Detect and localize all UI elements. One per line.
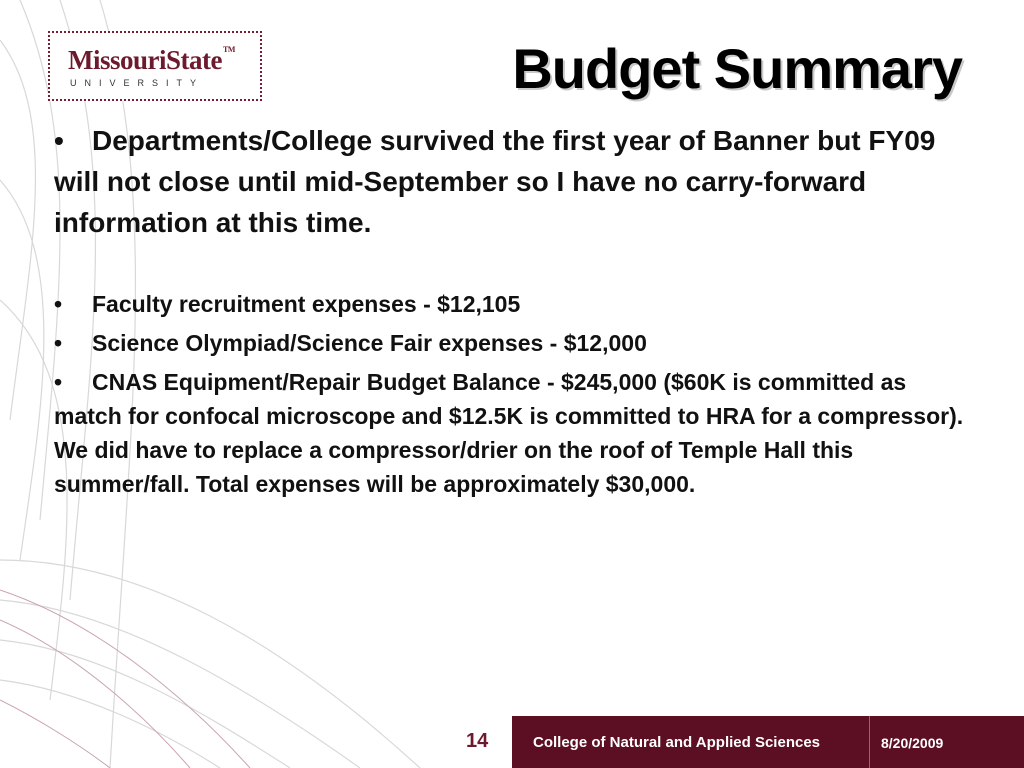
bullet-item-text: CNAS Equipment/Repair Budget Balance - $245,000 ($60K is committed as match for confocal microscope and $12.5K is committed to HRA for a compressor). We did have to replace a compressor/drier on the roof of Temple Hall this summer/fall. Total expenses will be approximately $30,000. [54, 369, 964, 497]
logo-wordmark: MissouriState [68, 45, 222, 75]
bullet-item-equipment [54, 365, 974, 501]
bullet-item-olympiad [54, 326, 974, 360]
main-bullet [54, 120, 974, 243]
logo-subtitle: UNIVERSITY [70, 78, 205, 88]
footer-college-name: College of Natural and Applied Sciences [533, 734, 821, 751]
missouri-state-logo [48, 31, 262, 101]
footer-divider [869, 716, 870, 768]
page-number: 14 [466, 730, 489, 752]
footer-date: 8/20/2009 [881, 735, 944, 751]
slide-title: Budget Summary [512, 37, 962, 100]
slide-body [54, 120, 974, 501]
bullet-marker: • [54, 330, 63, 356]
bullet-marker: • [54, 125, 64, 156]
bullet-item-text: Science Olympiad/Science Fair expenses - $12,000 [92, 330, 647, 356]
bullet-marker: • [54, 369, 63, 395]
bullet-item-faculty [54, 287, 974, 321]
bullet-item-text: Faculty recruitment expenses - $12,105 [92, 291, 521, 317]
main-bullet-text: Departments/College survived the first year of Banner but FY09 will not close until mid-September so I have no carry-forward information at this time. [54, 125, 936, 238]
bullet-marker: • [54, 291, 63, 317]
footer-bar [512, 716, 1024, 768]
logo-trademark: TM [222, 45, 235, 54]
